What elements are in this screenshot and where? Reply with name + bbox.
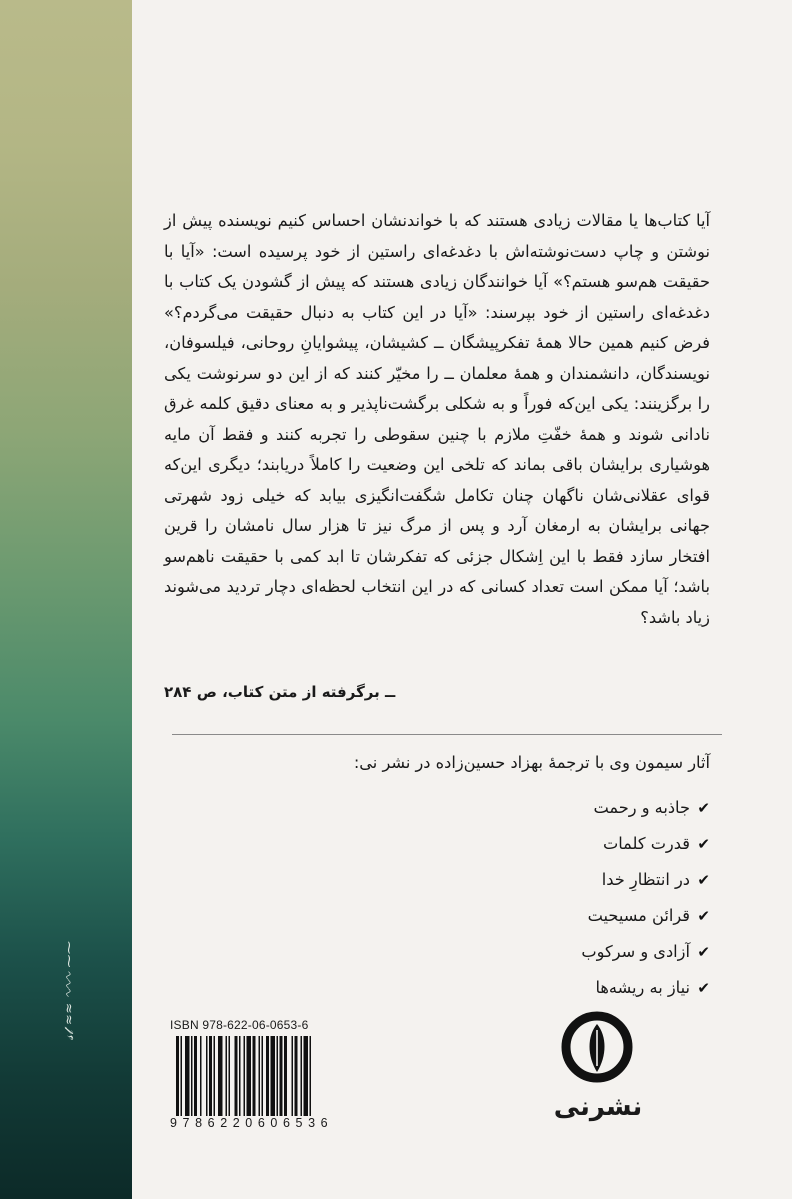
barcode-bar [262, 1036, 264, 1116]
works-list-item [310, 826, 710, 862]
barcode-bar [206, 1036, 208, 1116]
barcode-bar [185, 1036, 190, 1116]
barcode-bar [235, 1036, 238, 1116]
works-list [310, 790, 710, 1006]
barcode-bar [295, 1036, 298, 1116]
works-item-label: قرائن مسیحیت [587, 906, 690, 925]
spine-handwriting: 𝓈𝓉 ≈≈ ∿∿∿ ⁓⁓ [62, 940, 77, 1040]
works-item-label: آزادی و سرکوب [581, 942, 690, 961]
barcode-bars [174, 1036, 360, 1116]
barcode-bar [176, 1036, 179, 1116]
barcode [170, 1018, 364, 1134]
barcode-bar [259, 1036, 261, 1116]
works-list-item [310, 934, 710, 970]
check-icon: ✔ [697, 943, 710, 961]
isbn-label: ISBN 978-622-06-0653-6 [170, 1018, 309, 1032]
barcode-bar [226, 1036, 228, 1116]
barcode-bar [214, 1036, 216, 1116]
works-title: آثار سیمون وی با ترجمهٔ بهزاد حسین‌زاده در نشر نی: [353, 753, 710, 772]
barcode-bar [266, 1036, 269, 1116]
barcode-number: 9786220606536 [170, 1116, 334, 1130]
barcode-bar [277, 1036, 279, 1116]
works-item-label: جاذبه و رحمت [593, 798, 690, 817]
barcode-bar [310, 1036, 312, 1116]
barcode-bar [280, 1036, 283, 1116]
works-item-label: نیاز به ریشه‌ها [595, 978, 690, 997]
barcode-bar [292, 1036, 294, 1116]
works-list-item [310, 970, 710, 1006]
works-item-label: قدرت کلمات [602, 834, 690, 853]
spine-gradient [0, 0, 132, 1199]
barcode-bar [181, 1036, 183, 1116]
barcode-bar [200, 1036, 202, 1116]
barcode-bar [229, 1036, 231, 1116]
barcode-bar [304, 1036, 309, 1116]
barcode-bar [239, 1036, 241, 1116]
barcode-bar [247, 1036, 252, 1116]
works-item-label: در انتظارِ خدا [601, 870, 690, 889]
blurb-source: ــ برگرفته از متن کتاب، ص ۲۸۴ [164, 683, 396, 701]
barcode-bar [301, 1036, 303, 1116]
barcode-bar [218, 1036, 223, 1116]
barcode-bar [209, 1036, 212, 1116]
divider-line [172, 734, 722, 735]
check-icon: ✔ [697, 979, 710, 997]
barcode-bar [253, 1036, 256, 1116]
barcode-bar [191, 1036, 193, 1116]
works-list-item [310, 862, 710, 898]
check-icon: ✔ [697, 799, 710, 817]
check-icon: ✔ [697, 835, 710, 853]
works-list-item [310, 898, 710, 934]
barcode-bar [271, 1036, 276, 1116]
publisher-name: نشرنی [553, 1092, 643, 1122]
back-cover [132, 0, 792, 1199]
barcode-bar [244, 1036, 246, 1116]
barcode-bar [284, 1036, 287, 1116]
barcode-bar [194, 1036, 197, 1116]
ney-logo-icon [560, 1010, 634, 1100]
check-icon: ✔ [697, 907, 710, 925]
works-list-item [310, 790, 710, 826]
blurb-paragraph: آیا کتاب‌ها یا مقالات زیادی هستند که با خواندنشان احساس کنیم نویسنده پیش از نوشتن و چاپ دست‌نوشته‌اش با دغدغه‌ای راستین از خود پرسیده است: «آیا با حقیقت هم‌سو هستم؟» آیا خوانندگان زیادی هستند که پیش از گشودن یک کتاب با دغدغه‌ای راستین از خود بپرسند: «آیا در این کتاب به دنبال حقیقت می‌گردم؟» فرض کنیم همین حالا همهٔ تفکرپیشگان ــ کشیشان، پیشوایانِ روحانی، فیلسوفان، نویسندگان، دانشمندان و همهٔ معلمان ــ را مخیّر کنند که از این دو سرنوشت یکی را برگزینند: یکی این‌که فوراً و به شکلی برگشت‌ناپذیر و به معنای دقیق کلمه غرق نادانی شوند و همهٔ خفّتِ ملازم با چنین سقوطی را تجربه کنند و فقط آن مایه هوشیاری برایشان باقی بماند که تلخی این وضعیت را کاملاً دریابند؛ دیگری این‌که قوای عقلانی‌شان ناگهان چنان تکامل شگفت‌انگیزی بیابد که خیلی زود شهرتی جهانی برایشان به ارمغان آرد و پس از مرگ نیز تا هزار سال نامشان را قرین افتخار سازد فقط با این اِشکال جزئی که تفکرشان تا ابد کمی با حقیقت ناهم‌سو باشد؛ آیا ممکن است تعداد کسانی که در این انتخاب لحظه‌ای دچار تردید می‌شوند زیاد باشد؟ [164, 211, 710, 627]
check-icon: ✔ [697, 871, 710, 889]
